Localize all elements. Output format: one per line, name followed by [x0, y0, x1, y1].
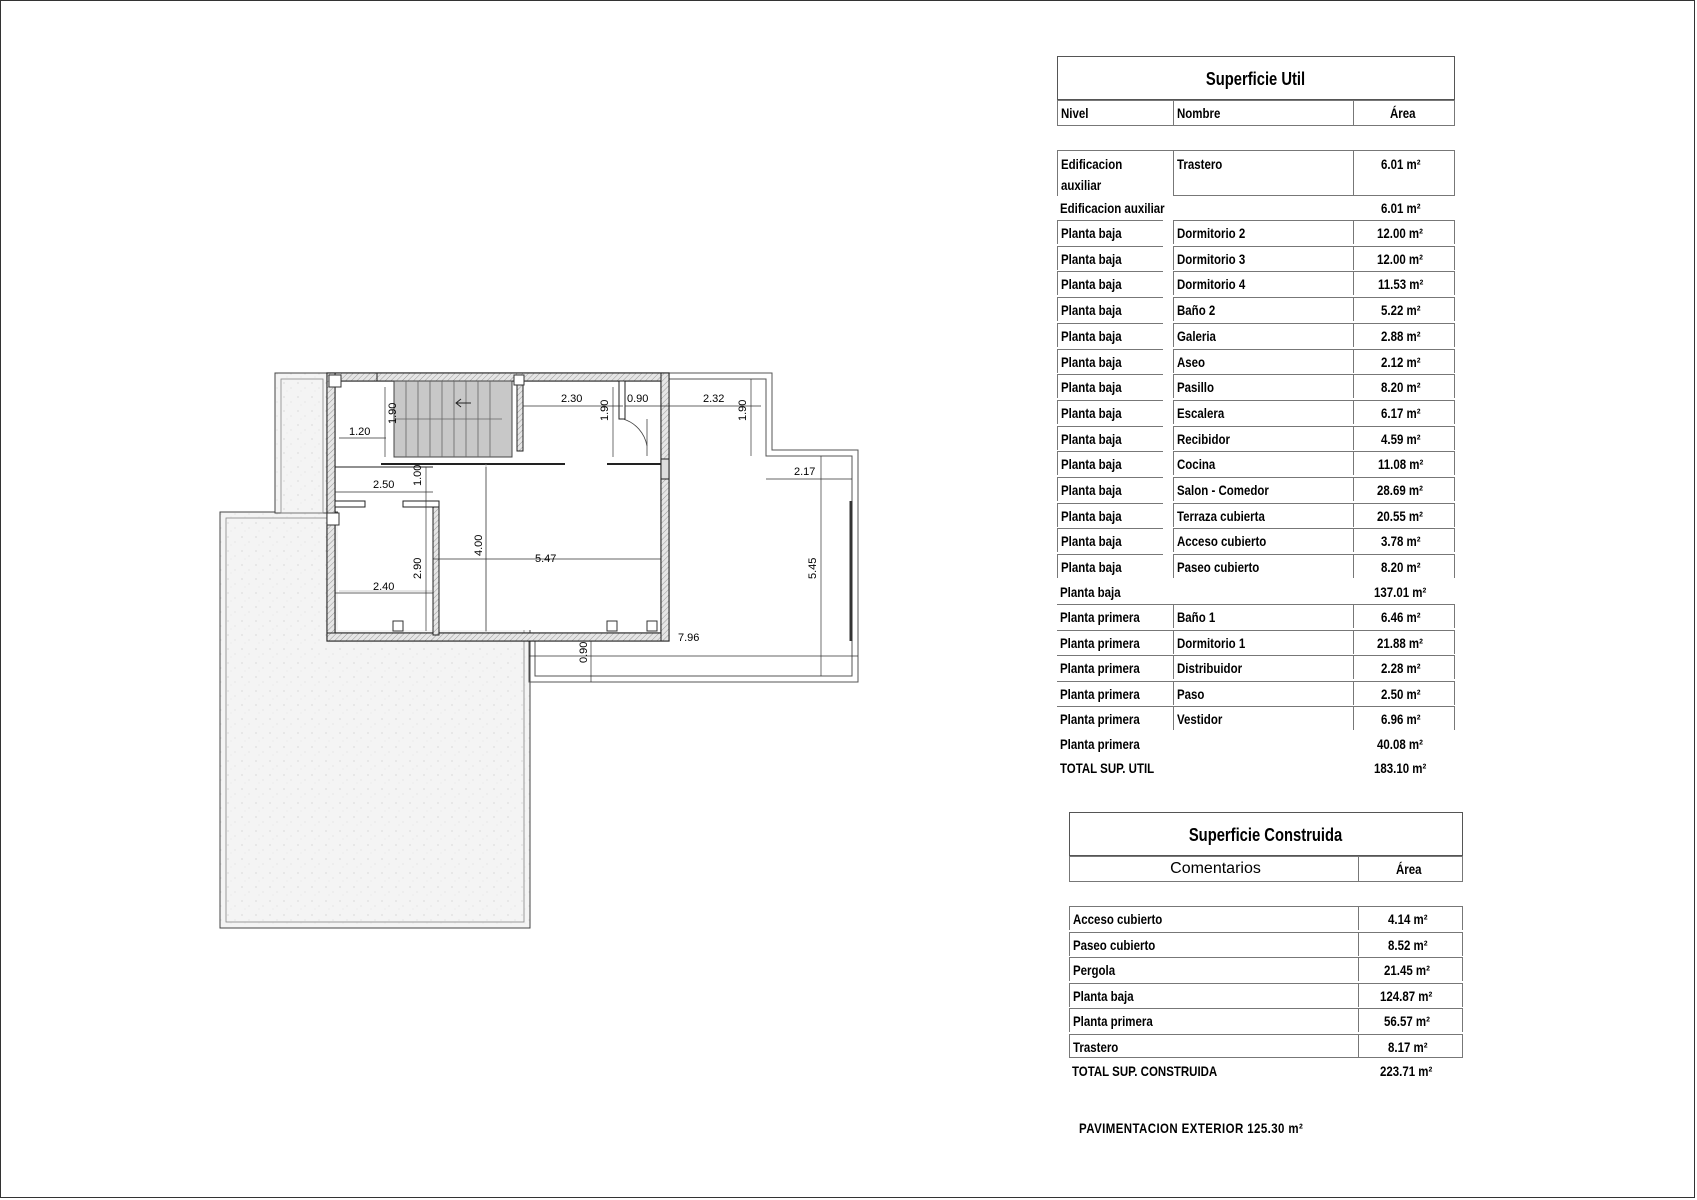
util-row-nivel: Planta baja	[1057, 271, 1163, 295]
util-subtotal-primera-area: 40.08 m²	[1377, 736, 1424, 752]
construida-row-label: Paseo cubierto	[1069, 932, 1358, 956]
construida-total-area: 223.71 m²	[1380, 1063, 1433, 1079]
util-row-nombre: Escalera	[1173, 400, 1353, 424]
util-title-box	[1057, 56, 1455, 100]
util-row-nivel: Planta baja	[1057, 426, 1163, 450]
util-row-area: 28.69 m²	[1353, 477, 1455, 501]
util-row-nombre: Baño 1	[1173, 604, 1353, 628]
construida-row-area: 124.87 m²	[1358, 983, 1463, 1007]
util-row-nombre: Dormitorio 1	[1173, 630, 1353, 654]
util-row-area: 4.59 m²	[1353, 426, 1455, 450]
util-row-nivel: Planta primera	[1057, 681, 1173, 705]
util-subtotal-aux-label: Edificacion auxiliar	[1060, 200, 1165, 216]
util-row-nivel: Planta baja	[1057, 528, 1163, 552]
main-walls	[327, 373, 669, 641]
util-subtotal-primera-label: Planta primera	[1060, 736, 1140, 752]
superficie-construida-table	[1069, 812, 1463, 1092]
dim-label: 1.20	[349, 426, 371, 438]
util-row-nivel: Planta primera	[1057, 655, 1173, 679]
util-row-nombre: Distribuidor	[1173, 655, 1353, 679]
util-row-nivel: Planta baja	[1057, 323, 1163, 347]
construida-title: Superficie Construida	[1189, 825, 1343, 845]
construida-row-area: 21.45 m²	[1358, 957, 1463, 981]
util-total-area: 183.10 m²	[1373, 760, 1426, 776]
construida-row-area: 4.14 m²	[1358, 906, 1463, 930]
util-row-area: 11.08 m²	[1353, 451, 1455, 475]
util-row-nivel: Planta baja	[1057, 220, 1163, 244]
dim-label: 7.96	[678, 632, 700, 644]
util-row-nombre: Aseo	[1173, 349, 1353, 373]
dim-label: 0.90	[578, 641, 590, 663]
util-row-nivel: Planta baja	[1057, 374, 1163, 398]
dim-label: 2.30	[561, 393, 583, 405]
construida-row-label: Pergola	[1069, 957, 1358, 981]
dim-label: 2.40	[373, 581, 395, 593]
util-row-nivel: Planta primera	[1057, 630, 1173, 654]
pavimentacion-exterior: PAVIMENTACION EXTERIOR 125.30 m²	[1079, 1120, 1304, 1136]
util-row-nivel: Planta baja	[1057, 400, 1163, 424]
util-row-nivel: Planta primera	[1057, 706, 1173, 730]
dim-label: 1.00	[412, 464, 424, 486]
dim-label: 0.90	[627, 393, 649, 405]
util-row-aux-nombre: Trastero	[1173, 150, 1353, 196]
util-row-area: 2.12 m²	[1353, 349, 1455, 373]
superficie-util-table	[1057, 56, 1455, 786]
util-row-area: 12.00 m²	[1353, 220, 1455, 244]
util-row-area: 20.55 m²	[1353, 503, 1455, 527]
dim-label: 2.17	[794, 466, 816, 478]
col-nivel-header: Nivel	[1057, 100, 1173, 126]
util-row-nombre: Recibidor	[1173, 426, 1353, 450]
util-row-nivel: Planta baja	[1057, 349, 1163, 373]
util-row-area: 6.17 m²	[1353, 400, 1455, 424]
util-row-area: 6.46 m²	[1353, 604, 1455, 628]
util-row-nombre: Baño 2	[1173, 297, 1353, 321]
util-row-area: 8.20 m²	[1353, 374, 1455, 398]
construida-row-area: 56.57 m²	[1358, 1008, 1463, 1032]
util-row-area: 2.88 m²	[1353, 323, 1455, 347]
dim-label: 1.90	[387, 402, 399, 424]
dim-label: 1.90	[599, 399, 611, 421]
util-row-area: 3.78 m²	[1353, 528, 1455, 552]
construida-title-box	[1069, 812, 1463, 856]
dim-label: 2.32	[703, 393, 725, 405]
dim-label: 4.00	[473, 534, 485, 556]
util-row-area: 5.22 m²	[1353, 297, 1455, 321]
util-row-nivel: Planta baja	[1057, 451, 1163, 475]
util-row-area: 12.00 m²	[1353, 246, 1455, 270]
util-subtotal-aux-area: 6.01 m²	[1381, 200, 1421, 216]
util-row-area: 21.88 m²	[1353, 630, 1455, 654]
col-nombre-header: Nombre	[1173, 100, 1353, 126]
construida-row-label: Acceso cubierto	[1069, 906, 1358, 930]
construida-row-label: Trastero	[1069, 1034, 1358, 1058]
util-row-nivel: Planta baja	[1057, 554, 1163, 578]
dim-label: 1.90	[737, 399, 749, 421]
dim-label: 5.47	[535, 553, 557, 565]
dim-label: 5.45	[807, 557, 819, 579]
util-row-nombre: Vestidor	[1173, 706, 1353, 730]
dim-label: 2.50	[373, 479, 395, 491]
util-row-nivel: Planta baja	[1057, 503, 1163, 527]
construida-row-label: Planta baja	[1069, 983, 1358, 1007]
util-row-nombre: Galeria	[1173, 323, 1353, 347]
util-row-nombre: Pasillo	[1173, 374, 1353, 398]
construida-row-area: 8.52 m²	[1358, 932, 1463, 956]
util-row-nombre: Dormitorio 4	[1173, 271, 1353, 295]
dim-label: 2.90	[412, 557, 424, 579]
util-subtotal-baja-label: Planta baja	[1060, 584, 1121, 600]
util-row-nivel: Planta baja	[1057, 477, 1163, 501]
util-row-nombre: Cocina	[1173, 451, 1353, 475]
util-row-nombre: Paseo cubierto	[1173, 554, 1353, 578]
col-area-header: Área	[1353, 100, 1455, 126]
util-subtotal-baja-area: 137.01 m²	[1373, 584, 1426, 600]
util-row-nivel: Planta baja	[1057, 246, 1163, 270]
col-area-header-construida: Área	[1358, 856, 1463, 882]
util-title: Superficie Util	[1206, 69, 1306, 89]
floor-plan-drawing	[1, 1, 1001, 1001]
util-row-area: 8.20 m²	[1353, 554, 1455, 578]
construida-row-area: 8.17 m²	[1358, 1034, 1463, 1058]
construida-row-label: Planta primera	[1069, 1008, 1358, 1032]
util-row-aux-nivel: Edificacion auxiliar	[1057, 150, 1173, 196]
util-row-area: 2.28 m²	[1353, 655, 1455, 679]
util-row-nombre: Dormitorio 2	[1173, 220, 1353, 244]
util-row-aux-area: 6.01 m²	[1353, 150, 1455, 196]
util-total-label: TOTAL SUP. UTIL	[1060, 760, 1155, 776]
util-row-area: 2.50 m²	[1353, 681, 1455, 705]
util-row-nivel: Planta primera	[1057, 604, 1173, 628]
util-row-nombre: Paso	[1173, 681, 1353, 705]
util-row-nombre: Salon - Comedor	[1173, 477, 1353, 501]
util-row-nombre: Dormitorio 3	[1173, 246, 1353, 270]
util-row-nivel: Planta baja	[1057, 297, 1163, 321]
util-row-area: 11.53 m²	[1353, 271, 1455, 295]
util-row-nombre: Terraza cubierta	[1173, 503, 1353, 527]
floor-plan	[1, 1, 1001, 1001]
col-comentarios-header: Comentarios	[1069, 856, 1358, 882]
util-row-area: 6.96 m²	[1353, 706, 1455, 730]
util-row-nombre: Acceso cubierto	[1173, 528, 1353, 552]
construida-total-label: TOTAL SUP. CONSTRUIDA	[1072, 1063, 1218, 1079]
